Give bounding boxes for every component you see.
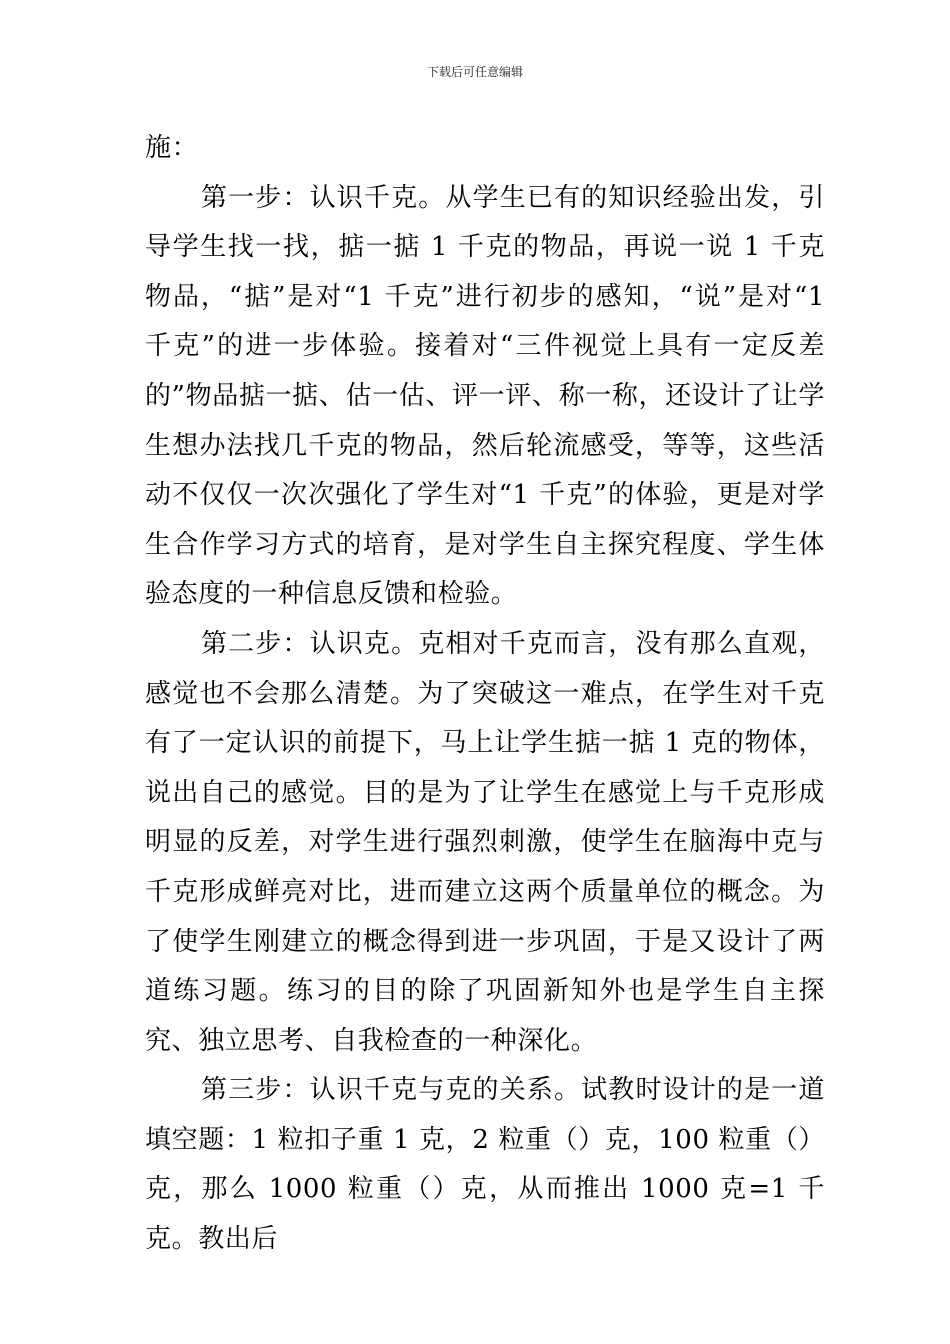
paragraph-step-one: 第一步：认识千克。从学生已有的知识经验出发，引导学生找一找，掂一掂 1 千克的物品，再说一说 1 千克物品，“掂”是对“1 千克”进行初步的感知，“说”是对“1 千克”的进一步体验。接着对“三件视觉上具有一定反差的”物品掂一掂、估一估、评一评、称一称，还设计了让学生想办法找几千克的物品，然后轮流感受，等等，这些活动不仅仅一次次强化了学生对“1 千克”的体验，更是对学生合作学习方式的培育，是对学生自主探究程度、学生体验态度的一种信息反馈和检验。 <box>145 182 825 610</box>
document-body <box>145 124 825 1265</box>
paragraph-step-three: 第三步：认识千克与克的关系。试教时设计的是一道填空题：1 粒扣子重 1 克，2 粒重（）克，100 粒重（）克，那么 1000 粒重（）克，从而推出 1000 克=1 千克。教出后 <box>145 1075 825 1255</box>
page-header: 下载后可任意编辑 <box>426 65 523 79</box>
paragraph-continuation: 施： <box>145 133 199 163</box>
paragraph-step-two: 第二步：认识克。克相对千克而言，没有那么直观，感觉也不会那么清楚。为了突破这一难点，在学生对千克有了一定认识的前提下，马上让学生掂一掂 1 克的物体，说出自己的感觉。目的是为了让学生在感觉上与千克形成明显的反差，对学生进行强烈刺激，使学生在脑海中克与千克形成鲜亮对比，进而建立这两个质量单位的概念。为了使学生刚建立的概念得到进一步巩固，于是又设计了两道练习题。练习的目的除了巩固新知外也是学生自主探究、独立思考、自我检查的一种深化。 <box>145 628 825 1056</box>
